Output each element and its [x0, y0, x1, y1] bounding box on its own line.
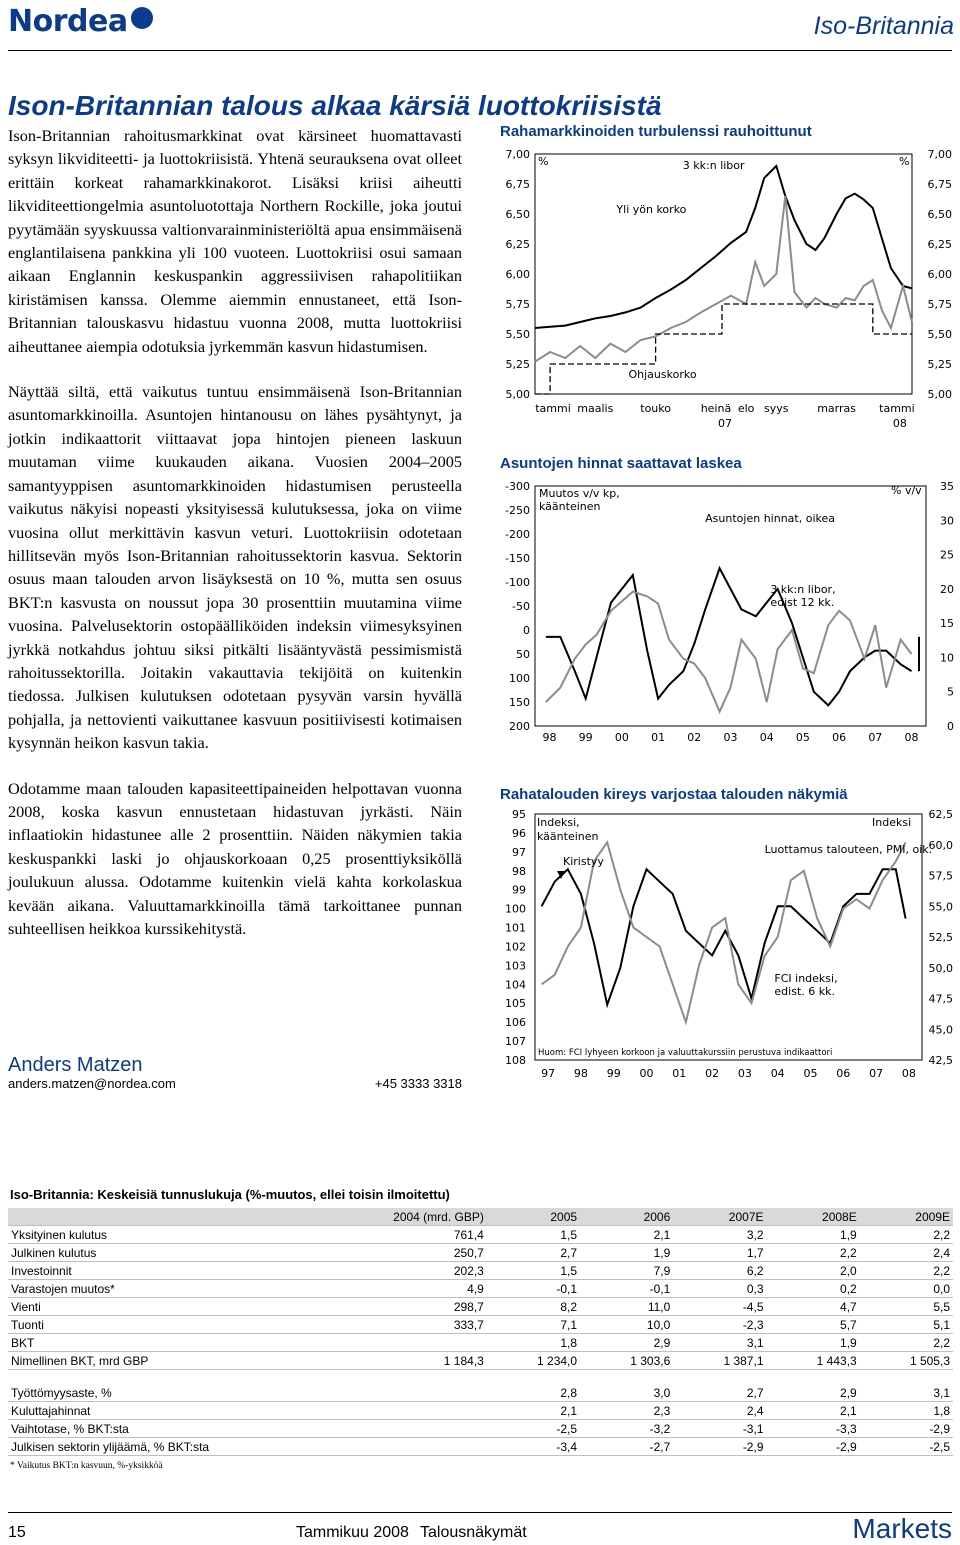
y-tick-right: 60,0 — [928, 838, 953, 852]
x-tick-month: tammi — [879, 402, 915, 415]
table-cell: 5,5 — [860, 1298, 953, 1316]
table-cell: 10,0 — [580, 1316, 673, 1334]
table-cell — [332, 1334, 487, 1352]
table-row — [8, 1384, 953, 1402]
table-cell: 2009E — [860, 1208, 953, 1226]
y-tick-right: 10 — [940, 651, 954, 665]
table-row — [8, 1352, 953, 1370]
y-unit-right: % — [899, 155, 910, 168]
nordea-logo: Nordea — [8, 4, 153, 39]
table-cell — [332, 1420, 487, 1438]
row-label — [8, 1208, 332, 1226]
key-figures-table — [8, 1208, 953, 1456]
table-cell: -3,3 — [767, 1420, 860, 1438]
table-cell — [332, 1438, 487, 1456]
table-row — [8, 1402, 953, 1420]
table-cell: 2008E — [767, 1208, 860, 1226]
table-cell: 1,9 — [767, 1226, 860, 1244]
table-cell: 1,8 — [860, 1402, 953, 1420]
y-tick-right: 5,00 — [927, 388, 952, 401]
table-cell: 2,4 — [673, 1402, 766, 1420]
table-cell: 2,1 — [767, 1402, 860, 1420]
table-cell: 1 505,3 — [860, 1352, 953, 1370]
table-header-row — [8, 1208, 953, 1226]
y-tick-left: 5,50 — [505, 328, 530, 341]
x-tick: 06 — [832, 731, 847, 744]
x-tick-month: tammi — [535, 402, 571, 415]
y-tick-left: 97 — [512, 845, 526, 859]
table-cell: 0,3 — [673, 1280, 766, 1298]
y-tick-left: 98 — [512, 864, 526, 878]
y-tick-left: 101 — [505, 921, 526, 935]
chart1-money-market — [498, 140, 958, 440]
y-tick-right: 50,0 — [928, 961, 953, 975]
x-tick-month: maalis — [577, 402, 614, 415]
y-tick-left: 106 — [505, 1016, 526, 1030]
y-tick-left: 96 — [512, 826, 526, 840]
series-line — [542, 869, 906, 1004]
x-tick: 08 — [901, 1067, 916, 1080]
table-cell: 1,7 — [673, 1244, 766, 1262]
y-tick-left: 7,00 — [505, 148, 530, 161]
y-tick-left: -250 — [505, 504, 530, 517]
table-row — [8, 1438, 953, 1456]
table-cell: -2,3 — [673, 1316, 766, 1334]
footer-rule — [8, 1512, 952, 1513]
key-table-title: Iso-Britannia: Keskeisiä tunnuslukuja (%-muutos, ellei toisin ilmoitettu) — [10, 1187, 450, 1202]
y-tick-right: 6,00 — [927, 268, 952, 281]
x-tick: 04 — [759, 731, 774, 744]
paragraph: Näyttää siltä, että vaikutus tuntuu ensimmäisenä Ison-Britannian asuntomarkkinoilla. Asuntojen hintanousu on lähes pysähtynyt, ja jotkin indikaattorit viittaavat jopa hintojen pieneen laskuun muutaman viime kuukauden aikana. Vuosien 2004–2005 samantyyppisen asuntomarkkinoiden hidastumisen perusteella vaikutus näkyisi nopeasti yksityisessä kulutuksessa, joka on viime vuosina ollut merkittävin kasvun veturi. Luottokriisin odotetaan hillitsevän myös Ison-Britannian rahoitussektorin kasvua. Sektorin osuus maan talouden arvon lisäyksestä on 10 %, mutta sen osuus BKT:n kasvusta on noussut jopa 30 prosenttiin muutamina viime vuosina. Palvelusektorin ostopäälliköiden indeksin viimesyksyinen jyrkkä notkahdus johtuu siksi pitkälti lisääntyvästä pessimismistä rahoitussektorilla. Joitakin vakauttavia tekijöitä on kuitenkin tiedossa. Julkisen kulutuksen odotetaan pysyvän varsin hyvällä pohjalla, ja nettovienti vaikuttanee kasvuun positiivisesti kotimaisen kysynnän heikon kasvun takia. — [8, 382, 462, 753]
x-tick: 06 — [836, 1067, 851, 1080]
table-cell: 2,4 — [860, 1244, 953, 1262]
row-label: Työttömyysaste, % — [8, 1384, 332, 1402]
x-tick: 99 — [578, 731, 593, 744]
table-cell: 1,9 — [580, 1244, 673, 1262]
table-cell: 1 184,3 — [332, 1352, 487, 1370]
table-cell: -2,9 — [860, 1420, 953, 1438]
y-tick-right: 45,0 — [928, 1023, 953, 1037]
table-cell: -3,1 — [673, 1420, 766, 1438]
author-email[interactable]: anders.matzen@nordea.com — [8, 1076, 176, 1091]
y-tick-right: 35 — [940, 480, 954, 493]
y-tick-right: 42,5 — [928, 1054, 953, 1067]
x-tick: 07 — [868, 731, 883, 744]
table-cell: -2,7 — [580, 1438, 673, 1456]
legend-left-unit: Indeksi, — [537, 816, 580, 829]
tightening-label: Kiristyy — [563, 855, 604, 868]
table-cell: -0,1 — [580, 1280, 673, 1298]
table-footnote: * Vaikutus BKT:n kasvuun, %-yksikköä — [10, 1461, 163, 1471]
table-cell: 1,5 — [487, 1226, 580, 1244]
chart2-house-prices — [498, 472, 958, 772]
y-tick-left: -50 — [512, 600, 530, 613]
table-row — [8, 1262, 953, 1280]
logo-mark-icon — [131, 7, 153, 29]
row-label: Julkinen kulutus — [8, 1244, 332, 1262]
legend-left-unit: Muutos v/v kp, — [539, 487, 620, 500]
table-cell: 2007E — [673, 1208, 766, 1226]
legend-libor: 3 kk:n libor — [682, 159, 745, 172]
x-tick-year: 08 — [892, 417, 907, 430]
chart-note: Huom: FCI lyhyeen korkoon ja valuuttakurssiin perustuva indikaattori — [538, 1048, 833, 1058]
y-tick-right: 6,25 — [927, 238, 952, 251]
table-cell: 2,9 — [580, 1334, 673, 1352]
plot-frame — [535, 154, 912, 394]
table-cell — [332, 1384, 487, 1402]
table-cell: -3,4 — [487, 1438, 580, 1456]
table-cell: 2,3 — [580, 1402, 673, 1420]
table-cell: 3,1 — [673, 1334, 766, 1352]
y-tick-left: 104 — [505, 978, 526, 992]
y-tick-right: 5,50 — [927, 328, 952, 341]
table-cell: 2,2 — [860, 1262, 953, 1280]
table-cell: 3,2 — [673, 1226, 766, 1244]
table-cell: 5,1 — [860, 1316, 953, 1334]
y-tick-left: -300 — [505, 480, 530, 493]
page-number: 15 — [8, 1524, 26, 1541]
legend-libor: edist 12 kk. — [770, 596, 835, 609]
table-cell: 2,7 — [487, 1244, 580, 1262]
x-tick: 05 — [803, 1067, 818, 1080]
y-tick-left: 99 — [512, 883, 526, 897]
y-tick-right: 30 — [940, 514, 954, 528]
x-tick: 01 — [651, 731, 666, 744]
row-label: Nimellinen BKT, mrd GBP — [8, 1352, 332, 1370]
y-tick-right: 47,5 — [928, 992, 953, 1006]
author-phone: +45 3333 3318 — [374, 1076, 462, 1091]
y-unit-right: Indeksi — [872, 816, 912, 829]
y-tick-right: 6,50 — [927, 208, 952, 221]
table-cell: 2006 — [580, 1208, 673, 1226]
table-cell: 11,0 — [580, 1298, 673, 1316]
x-tick: 00 — [614, 731, 629, 744]
table-row — [8, 1226, 953, 1244]
x-tick-month: touko — [640, 402, 672, 415]
header-rule — [8, 50, 952, 51]
x-tick: 05 — [795, 731, 810, 744]
table-cell: 2,2 — [860, 1334, 953, 1352]
article-body — [8, 124, 462, 962]
table-cell: 3,1 — [860, 1384, 953, 1402]
series-line — [546, 592, 912, 712]
x-tick-month: syys — [764, 402, 789, 415]
x-tick: 08 — [904, 731, 919, 744]
publication-name: Talousnäkymät — [420, 1524, 527, 1541]
table-cell: 8,2 — [487, 1298, 580, 1316]
legend-left-unit: käänteinen — [539, 500, 601, 513]
row-label: Kuluttajahinnat — [8, 1402, 332, 1420]
series-line — [535, 196, 912, 362]
y-tick-left: 150 — [509, 696, 530, 709]
table-cell: 4,9 — [332, 1280, 487, 1298]
y-tick-left: 100 — [509, 672, 530, 685]
y-tick-left: 100 — [505, 902, 526, 916]
table-cell: 1 234,0 — [487, 1352, 580, 1370]
paragraph: Odotamme maan talouden kapasiteettipaineiden helpottavan vuonna 2008, koska kasvun ennustetaan hidastuvan jyrkästi. Näin inflaatiokin hidastunee alle 2 prosenttiin. Näiden näkymien takia keskuspankki laski jo ohjauskorkoaan 0,25 prosenttiyksiköllä joulukuun alussa. Odotamme kuitenkin vielä kahta korkolaskua kevään aikana. Valuuttamarkkinoilla tämä tarkoittanee punnan suhteellisen heikkoa kurssikehitystä. — [8, 778, 462, 938]
y-tick-left: 107 — [505, 1035, 526, 1049]
author-contact — [8, 1076, 462, 1091]
issue-date: Tammikuu 2008 — [296, 1524, 409, 1541]
x-tick: 00 — [639, 1067, 654, 1080]
y-tick-left: 6,50 — [505, 208, 530, 221]
table-cell: 1 387,1 — [673, 1352, 766, 1370]
table-cell: 3,0 — [580, 1384, 673, 1402]
chart3-monetary-conditions — [498, 802, 958, 1085]
row-label: Vaihtotase, % BKT:sta — [8, 1420, 332, 1438]
y-tick-left: 5,75 — [505, 298, 530, 311]
table-cell: 1,5 — [487, 1262, 580, 1280]
table-row — [8, 1334, 953, 1352]
table-cell: 2004 (mrd. GBP) — [332, 1208, 487, 1226]
table-cell: 2,0 — [767, 1262, 860, 1280]
y-tick-right: 6,75 — [927, 178, 952, 191]
table-cell: 2,1 — [487, 1402, 580, 1420]
table-cell: 1 443,3 — [767, 1352, 860, 1370]
legend-pmi: Luottamus talouteen, PMI, oik. — [764, 843, 933, 856]
y-tick-right: 52,5 — [928, 931, 953, 944]
table-cell: 5,7 — [767, 1316, 860, 1334]
chart2-title: Asuntojen hinnat saattavat laskea — [500, 455, 742, 472]
row-label: Tuonti — [8, 1316, 332, 1334]
table-cell: -2,9 — [767, 1438, 860, 1456]
x-tick: 01 — [672, 1067, 687, 1080]
y-tick-left: 95 — [512, 808, 526, 821]
paragraph: Ison-Britannian rahoitusmarkkinat ovat kärsineet huomattavasti syksyn likviditeetti- ja luottokriisistä. Yhtenä seurauksena ovat olleet erittäin korkeat rahamarkkinakorot. Lisäksi kriisi aiheutti likviditeettiongelmia asuntoluotottaja Northern Rockille, joka joutui pyytämään syyskuussa valtionvarainministeriöltä apua ensimmäisenä englantilaisena pankkina yli 100 vuoteen. Luottokriisi osui samaan aikaan Englannin keskuspankin aggressiivisen rahapolitiikan kiristämisen kanssa. Olemme aiemmin ennustaneet, että Ison-Britannian talouskasvu hidastuu vuonna 2008, mutta luottokriisi aiheuttanee aiempia odotuksia jyrkemmän kasvun hidastumisen. — [8, 126, 462, 356]
table-cell: 2,7 — [673, 1384, 766, 1402]
table-cell: 2,8 — [487, 1384, 580, 1402]
table-cell: 250,7 — [332, 1244, 487, 1262]
legend-policy: Ohjauskorko — [628, 368, 697, 381]
key-table — [8, 1208, 953, 1456]
x-tick: 98 — [542, 731, 557, 744]
table-cell: 761,4 — [332, 1226, 487, 1244]
y-tick-right: 62,5 — [928, 808, 953, 821]
y-tick-left: -100 — [505, 576, 530, 589]
table-cell: 0,2 — [767, 1280, 860, 1298]
table-row — [8, 1244, 953, 1262]
table-cell: 2,2 — [860, 1226, 953, 1244]
x-tick: 02 — [687, 731, 702, 744]
table-cell: 1,8 — [487, 1334, 580, 1352]
legend-libor: 3 kk:n libor, — [770, 583, 836, 596]
y-tick-left: 50 — [516, 648, 530, 661]
row-label: Julkisen sektorin ylijäämä, % BKT:sta — [8, 1438, 332, 1456]
markets-logo: Markets — [852, 1513, 952, 1544]
x-tick: 03 — [737, 1067, 752, 1080]
table-cell: -2,5 — [487, 1420, 580, 1438]
series-line — [535, 304, 912, 394]
table-cell: 2005 — [487, 1208, 580, 1226]
y-unit-right: % v/v — [891, 484, 922, 497]
y-tick-right: 5,25 — [927, 358, 952, 371]
y-tick-right: 5,75 — [927, 298, 952, 311]
y-tick-left: 102 — [505, 940, 526, 954]
y-tick-left: 5,00 — [505, 388, 530, 401]
legend-fci: FCI indeksi, — [774, 972, 838, 985]
table-cell: 2,9 — [767, 1384, 860, 1402]
x-tick-year: 07 — [718, 417, 733, 430]
legend-houses: Asuntojen hinnat, oikea — [705, 512, 835, 525]
y-tick-left: 0 — [523, 624, 530, 637]
y-tick-right: 57,5 — [928, 869, 953, 883]
table-cell: 4,7 — [767, 1298, 860, 1316]
table-row — [8, 1316, 953, 1334]
country-title: Iso-Britannia — [813, 12, 954, 40]
row-label: BKT — [8, 1334, 332, 1352]
table-cell: 2,2 — [767, 1244, 860, 1262]
x-tick: 03 — [723, 731, 738, 744]
y-tick-right: 15 — [940, 617, 954, 631]
y-tick-left: 200 — [509, 720, 530, 733]
table-cell: 1,9 — [767, 1334, 860, 1352]
table-cell: 298,7 — [332, 1298, 487, 1316]
table-cell: -3,2 — [580, 1420, 673, 1438]
table-cell: 1 303,6 — [580, 1352, 673, 1370]
y-tick-right: 5 — [947, 685, 954, 699]
table-cell: -2,9 — [673, 1438, 766, 1456]
table-cell: 6,2 — [673, 1262, 766, 1280]
chart3-title: Rahatalouden kireys varjostaa talouden näkymiä — [500, 786, 848, 803]
x-tick: 98 — [573, 1067, 588, 1080]
y-tick-left: 5,25 — [505, 358, 530, 371]
y-tick-left: -200 — [505, 528, 530, 541]
table-cell: 7,9 — [580, 1262, 673, 1280]
x-tick: 97 — [541, 1067, 556, 1080]
legend-left-unit: käänteinen — [537, 830, 599, 843]
table-cell: -2,5 — [860, 1438, 953, 1456]
headline: Ison-Britannian talous alkaa kärsiä luottokriisistä — [8, 90, 662, 121]
row-label: Investoinnit — [8, 1262, 332, 1280]
x-tick: 07 — [869, 1067, 884, 1080]
y-tick-right: 55,0 — [928, 900, 953, 914]
x-tick: 02 — [705, 1067, 720, 1080]
author-name: Anders Matzen — [8, 1054, 143, 1076]
x-tick-month: elo — [737, 402, 755, 415]
y-unit-left: % — [538, 155, 549, 168]
y-tick-right: 0 — [947, 720, 954, 733]
y-tick-left: 6,75 — [505, 178, 530, 191]
table-spacer — [8, 1370, 953, 1385]
table-row — [8, 1298, 953, 1316]
y-tick-right: 25 — [940, 548, 954, 562]
table-cell: 0,0 — [860, 1280, 953, 1298]
row-label: Varastojen muutos* — [8, 1280, 332, 1298]
y-tick-left: 108 — [505, 1054, 526, 1067]
x-tick-month: marras — [817, 402, 856, 415]
y-tick-left: 105 — [505, 997, 526, 1011]
chart1-title: Rahamarkkinoiden turbulenssi rauhoittunut — [500, 123, 812, 140]
row-label: Vienti — [8, 1298, 332, 1316]
y-tick-right: 20 — [940, 582, 954, 596]
legend-overnight: Yli yön korko — [616, 203, 687, 216]
y-tick-left: 103 — [505, 959, 526, 973]
table-cell: 333,7 — [332, 1316, 487, 1334]
row-label: Yksityinen kulutus — [8, 1226, 332, 1244]
y-tick-left: 6,25 — [505, 238, 530, 251]
table-row — [8, 1280, 953, 1298]
legend-fci: edist. 6 kk. — [774, 985, 835, 998]
y-tick-right: 7,00 — [927, 148, 952, 161]
table-cell: 7,1 — [487, 1316, 580, 1334]
table-row — [8, 1420, 953, 1438]
y-tick-left: -150 — [505, 552, 530, 565]
y-tick-left: 6,00 — [505, 268, 530, 281]
table-cell: 202,3 — [332, 1262, 487, 1280]
x-tick: 99 — [606, 1067, 621, 1080]
table-cell: -4,5 — [673, 1298, 766, 1316]
table-cell — [332, 1402, 487, 1420]
table-cell: 2,1 — [580, 1226, 673, 1244]
x-tick-month: heinä — [700, 402, 732, 415]
table-cell: -0,1 — [487, 1280, 580, 1298]
x-tick: 04 — [770, 1067, 785, 1080]
